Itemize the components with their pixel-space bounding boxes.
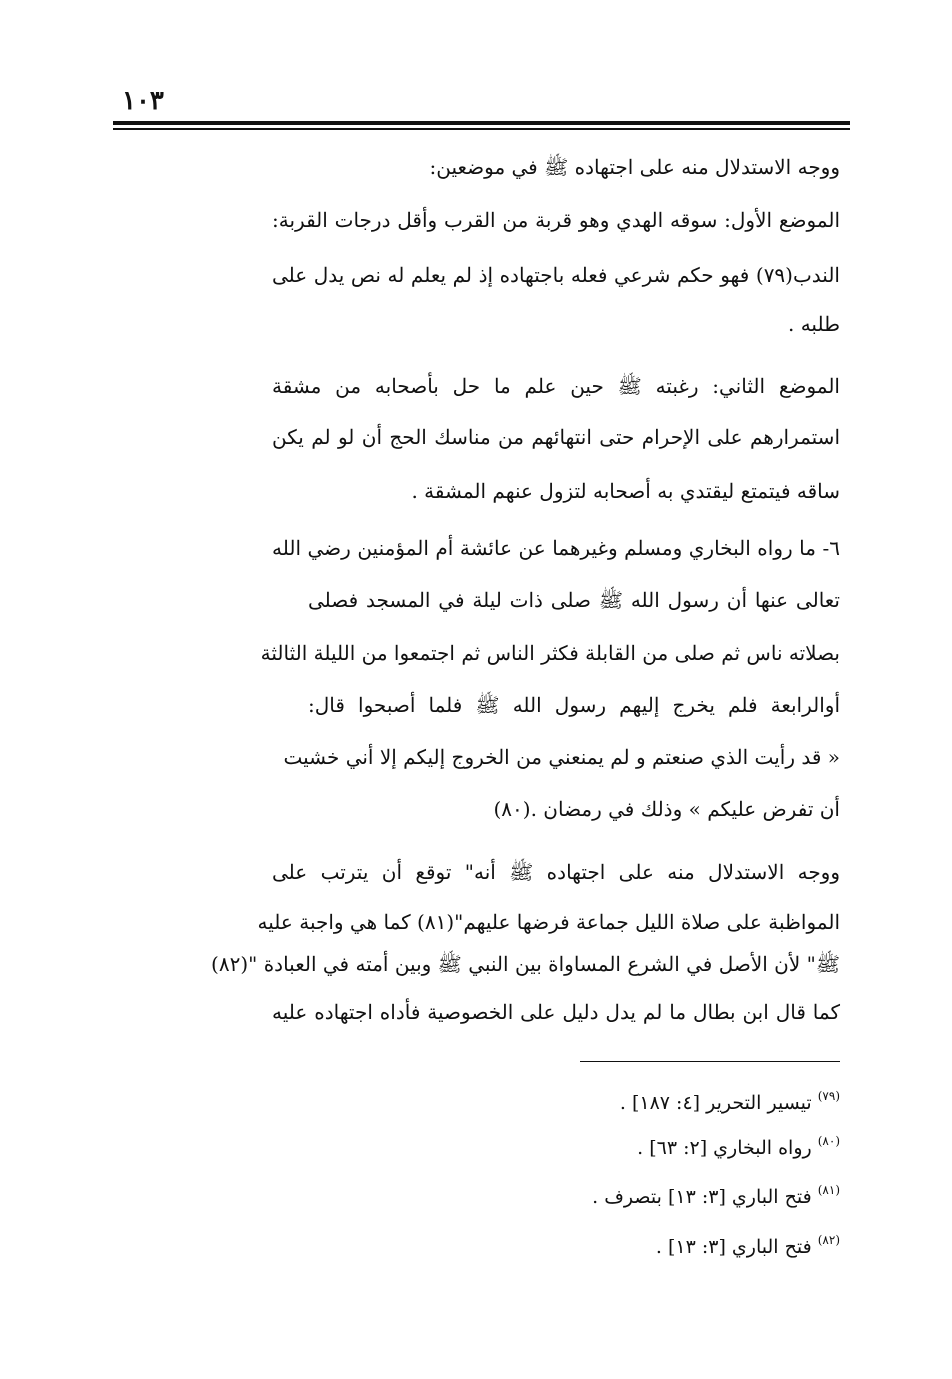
footnote-text: رواه البخاري [٢: ٦٣] . [637,1137,812,1159]
footnote-marker: (٨٢) [817,1233,840,1247]
footnote-80 [637,1133,840,1165]
text-line-15: المواظبة على صلاة الليل جماعة فرضها عليهم"(٨١) كما هي واجبة عليه [257,910,840,934]
header-rule-thin [113,128,850,130]
footnote-81 [592,1182,840,1214]
footnote-82 [656,1232,840,1264]
footnote-79 [620,1088,840,1120]
footnote-marker: (٧٩) [817,1089,840,1103]
text-line-1: ووجه الاستدلال منه على اجتهاده ﷺ في موضعين: [429,155,840,179]
footnote-text: فتح الباري [٣: ١٣] . [655,1236,812,1258]
text-line-9: تعالى عنها أن رسول الله ﷺ صلى ذات ليلة في المسجد فصلى [308,588,840,612]
text-line-4: طلبه . [787,312,840,336]
footnote-marker: (٨١) [817,1183,840,1197]
text-line-13: أن تفرض عليكم » وذلك في رمضان .(٨٠) [493,797,840,821]
text-line-14: ووجه الاستدلال منه على اجتهاده ﷺ أنه" توقع أن يترتب على [272,860,840,884]
text-line-5: الموضع الثاني: رغبته ﷺ حين علم ما حل بأصحابه من مشقة [272,374,840,398]
footnote-text: فتح الباري [٣: ١٣] بتصرف . [592,1186,812,1208]
text-line-17: كما قال ابن بطال ما لم يدل دليل على الخصوصية فأداه اجتهاده عليه [272,1000,840,1024]
text-line-3: الندب(٧٩) فهو حكم شرعي فعله باجتهاده إذ لم يعلم له نص يدل على [272,263,840,287]
footnote-marker: (٨٠) [817,1134,840,1148]
page-number: ١٠٣ [122,86,164,116]
text-line-11: أوالرابعة فلم يخرج إليهم رسول الله ﷺ فلما أصبحوا قال: [308,693,840,717]
text-line-2: الموضع الأول: سوقه الهدي وهو قربة من القرب وأقل درجات القربة: [272,208,840,232]
footnote-text: تيسير التحرير [٤: ١٨٧] . [619,1092,812,1114]
text-line-16: ﷺ" لأن الأصل في الشرع المساواة بين النبي ﷺ وبين أمته في العبادة "(٨٢) [211,952,840,976]
header-rule-thick [113,121,850,125]
text-line-8: ٦- ما رواه البخاري ومسلم وغيرهما عن عائشة أم المؤمنين رضي الله [272,536,840,560]
text-line-6: استمرارهم على الإحرام حتى انتهائهم من مناسك الحج أن لو لم يكن [272,425,840,449]
footnote-separator [580,1061,840,1062]
text-line-12: « قد رأيت الذي صنعتم و لم يمنعني من الخروج إليكم إلا أني خشيت [283,745,840,769]
text-line-10: بصلاته ناس ثم صلى من القابلة فكثر الناس ثم اجتمعوا من الليلة الثالثة [260,641,840,665]
text-line-7: ساقه فيتمتع ليقتدي به أصحابه لتزول عنهم المشقة . [411,479,840,503]
